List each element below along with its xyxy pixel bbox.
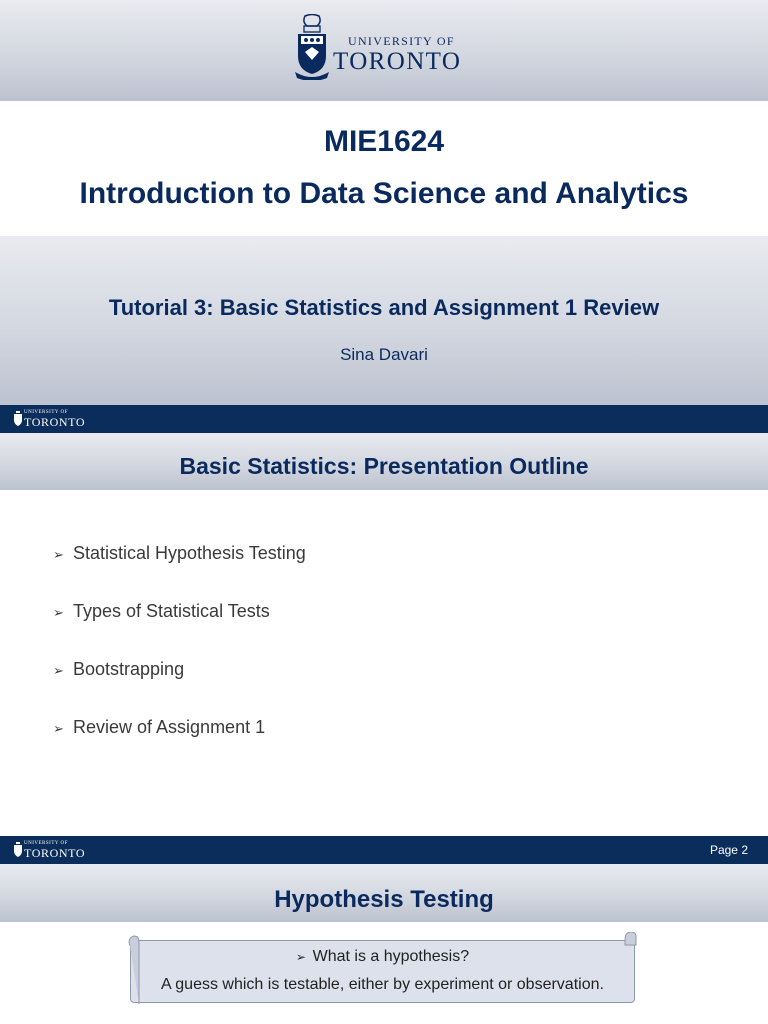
slide2-header	[0, 433, 768, 490]
university-logo	[295, 14, 495, 84]
list-item	[53, 659, 184, 680]
list-item	[53, 543, 306, 564]
question-text: What is a hypothesis?	[312, 948, 470, 965]
slide1-title-block	[0, 101, 768, 236]
definition-answer: A guess which is testable, either by experiment or observation.	[161, 976, 604, 993]
definition-scroll	[127, 932, 638, 1006]
scroll-curl-icon	[127, 932, 638, 1006]
footer-logo-toronto: TORONTO	[24, 415, 86, 429]
logo-toronto: TORONTO	[333, 48, 462, 75]
footer-logo-university-of: UNIVERSITY OF	[24, 410, 68, 415]
slide1-subtitle-block	[0, 236, 768, 405]
list-item-label: Bootstrapping	[73, 659, 185, 679]
outline-title: Basic Statistics: Presentation Outline	[179, 453, 589, 479]
arrowhead-bullet-icon: ➢	[53, 721, 64, 736]
university-crest-icon	[14, 411, 22, 426]
arrowhead-bullet-icon: ➢	[53, 663, 64, 678]
footer-logo-university-of: UNIVERSITY OF	[24, 841, 68, 846]
slide1-header	[0, 0, 768, 101]
university-crest-icon	[14, 842, 22, 857]
list-item-label: Review of Assignment 1	[73, 717, 266, 737]
course-code: MIE1624	[323, 125, 445, 158]
page-number: Page 2	[709, 843, 748, 857]
definition-question	[127, 948, 638, 966]
university-crest-icon	[295, 14, 329, 80]
slide2-footer-band	[0, 836, 768, 864]
presenter-name: Sina Davari	[340, 345, 428, 364]
list-item-label: Types of Statistical Tests	[73, 601, 270, 621]
course-name: Introduction to Data Science and Analytics	[79, 177, 689, 210]
slide3-header	[0, 864, 768, 922]
footer-logo-toronto: TORONTO	[24, 846, 86, 860]
tutorial-title: Tutorial 3: Basic Statistics and Assignment 1 Review	[108, 295, 660, 320]
hypothesis-title: Hypothesis Testing	[274, 886, 494, 913]
logo-university-of: UNIVERSITY OF	[348, 34, 455, 48]
list-item	[53, 717, 265, 738]
list-item-label: Statistical Hypothesis Testing	[73, 543, 306, 563]
arrowhead-bullet-icon: ➢	[295, 950, 313, 964]
arrowhead-bullet-icon: ➢	[53, 547, 64, 562]
slide1-footer-band	[0, 405, 768, 433]
list-item	[53, 601, 270, 622]
arrowhead-bullet-icon: ➢	[53, 605, 64, 620]
